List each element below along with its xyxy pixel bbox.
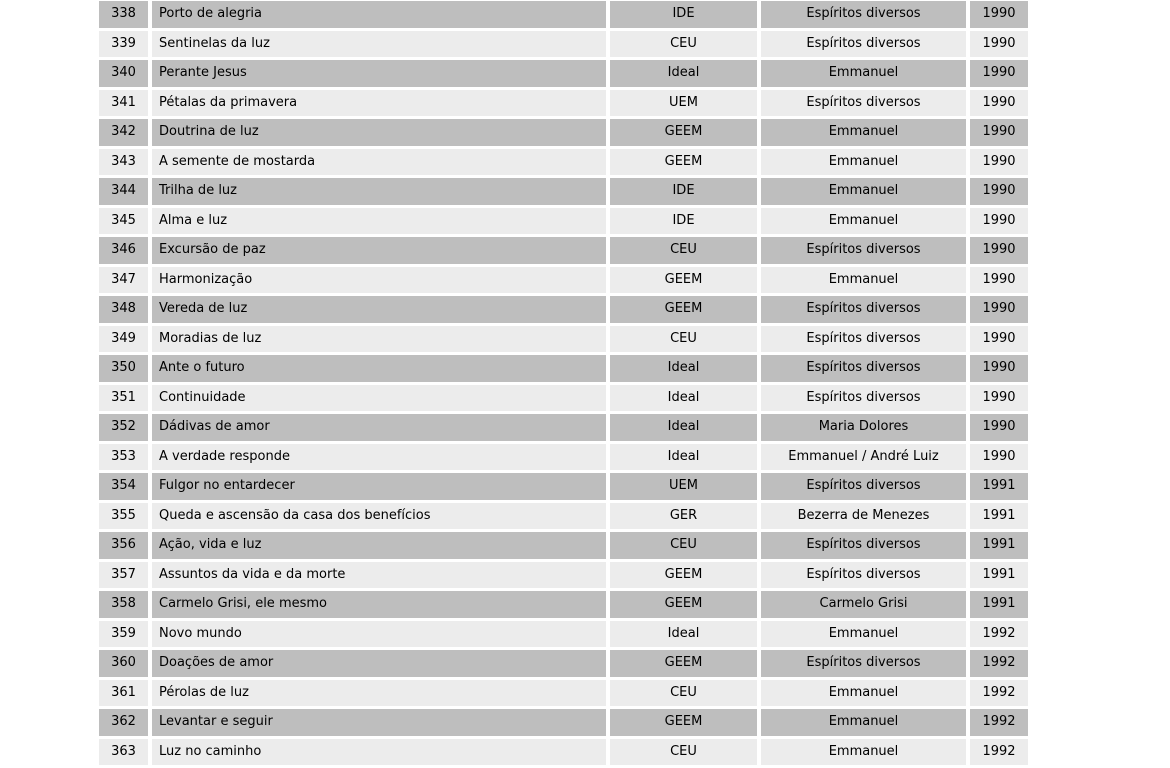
cell-year: 1991 [970,532,1028,559]
cell-publisher: CEU [610,31,757,58]
cell-number: 352 [99,414,148,441]
cell-number: 347 [99,267,148,294]
cell-publisher: GEEM [610,119,757,146]
cell-number: 349 [99,326,148,353]
cell-publisher: GEEM [610,650,757,677]
cell-year: 1990 [970,385,1028,412]
cell-title: Sentinelas da luz [152,31,606,58]
cell-year: 1990 [970,90,1028,117]
cell-author: Emmanuel [761,208,966,235]
cell-year: 1990 [970,355,1028,382]
cell-publisher: Ideal [610,385,757,412]
cell-author: Emmanuel [761,178,966,205]
cell-title: Levantar e seguir [152,709,606,736]
table-row [99,650,1028,677]
cell-publisher: UEM [610,90,757,117]
cell-publisher: CEU [610,532,757,559]
cell-author: Emmanuel [761,267,966,294]
cell-title: Carmelo Grisi, ele mesmo [152,591,606,618]
cell-number: 360 [99,650,148,677]
cell-publisher: CEU [610,739,757,766]
cell-number: 342 [99,119,148,146]
cell-author: Espíritos diversos [761,1,966,28]
cell-author: Emmanuel [761,709,966,736]
cell-year: 1992 [970,650,1028,677]
table-row [99,60,1028,87]
cell-publisher: Ideal [610,355,757,382]
cell-author: Emmanuel [761,680,966,707]
cell-title: Fulgor no entardecer [152,473,606,500]
cell-publisher: GEEM [610,709,757,736]
cell-title: A verdade responde [152,444,606,471]
cell-title: Novo mundo [152,621,606,648]
cell-author: Emmanuel [761,739,966,766]
cell-number: 356 [99,532,148,559]
cell-publisher: Ideal [610,60,757,87]
cell-year: 1990 [970,149,1028,176]
table-row [99,1,1028,28]
table-row [99,208,1028,235]
cell-author: Emmanuel [761,621,966,648]
cell-title: A semente de mostarda [152,149,606,176]
table-row [99,355,1028,382]
cell-author: Espíritos diversos [761,473,966,500]
cell-title: Pérolas de luz [152,680,606,707]
cell-year: 1990 [970,326,1028,353]
cell-number: 361 [99,680,148,707]
cell-author: Emmanuel / André Luiz [761,444,966,471]
cell-author: Espíritos diversos [761,562,966,589]
book-list-table [95,0,1032,768]
cell-author: Carmelo Grisi [761,591,966,618]
cell-title: Alma e luz [152,208,606,235]
cell-year: 1990 [970,444,1028,471]
cell-publisher: IDE [610,208,757,235]
table-row [99,414,1028,441]
cell-year: 1990 [970,296,1028,323]
cell-number: 355 [99,503,148,530]
cell-number: 354 [99,473,148,500]
cell-year: 1992 [970,621,1028,648]
cell-author: Emmanuel [761,60,966,87]
table-row [99,444,1028,471]
cell-author: Espíritos diversos [761,31,966,58]
cell-title: Pétalas da primavera [152,90,606,117]
cell-year: 1990 [970,414,1028,441]
cell-publisher: Ideal [610,414,757,441]
cell-number: 363 [99,739,148,766]
cell-year: 1992 [970,709,1028,736]
cell-title: Ação, vida e luz [152,532,606,559]
table-row [99,149,1028,176]
table-row [99,90,1028,117]
cell-author: Emmanuel [761,149,966,176]
table-row [99,532,1028,559]
cell-title: Excursão de paz [152,237,606,264]
cell-title: Ante o futuro [152,355,606,382]
table-row [99,562,1028,589]
cell-number: 362 [99,709,148,736]
table-row [99,709,1028,736]
cell-title: Continuidade [152,385,606,412]
table-row [99,680,1028,707]
cell-title: Perante Jesus [152,60,606,87]
cell-author: Espíritos diversos [761,650,966,677]
table-row [99,178,1028,205]
table-row [99,31,1028,58]
table-row [99,739,1028,766]
cell-publisher: GEEM [610,591,757,618]
cell-year: 1990 [970,119,1028,146]
cell-title: Vereda de luz [152,296,606,323]
cell-title: Dádivas de amor [152,414,606,441]
cell-number: 348 [99,296,148,323]
cell-publisher: GEEM [610,296,757,323]
table-row [99,119,1028,146]
book-list-body [99,1,1028,765]
cell-number: 359 [99,621,148,648]
cell-publisher: GEEM [610,149,757,176]
cell-year: 1990 [970,1,1028,28]
table-row [99,503,1028,530]
cell-year: 1992 [970,739,1028,766]
cell-publisher: CEU [610,326,757,353]
cell-publisher: Ideal [610,621,757,648]
table-row [99,326,1028,353]
cell-number: 341 [99,90,148,117]
table-row [99,591,1028,618]
cell-number: 350 [99,355,148,382]
cell-number: 351 [99,385,148,412]
cell-author: Espíritos diversos [761,237,966,264]
cell-year: 1990 [970,60,1028,87]
table-row [99,621,1028,648]
cell-author: Espíritos diversos [761,532,966,559]
cell-author: Espíritos diversos [761,355,966,382]
cell-number: 353 [99,444,148,471]
cell-publisher: CEU [610,680,757,707]
cell-author: Emmanuel [761,119,966,146]
cell-publisher: GER [610,503,757,530]
cell-title: Assuntos da vida e da morte [152,562,606,589]
cell-year: 1991 [970,473,1028,500]
cell-number: 358 [99,591,148,618]
cell-number: 344 [99,178,148,205]
cell-title: Doutrina de luz [152,119,606,146]
cell-number: 339 [99,31,148,58]
cell-year: 1991 [970,562,1028,589]
cell-number: 338 [99,1,148,28]
cell-year: 1990 [970,178,1028,205]
cell-title: Porto de alegria [152,1,606,28]
cell-number: 343 [99,149,148,176]
cell-year: 1991 [970,503,1028,530]
table-row [99,296,1028,323]
cell-author: Espíritos diversos [761,385,966,412]
cell-number: 357 [99,562,148,589]
cell-number: 346 [99,237,148,264]
cell-author: Espíritos diversos [761,326,966,353]
cell-title: Moradias de luz [152,326,606,353]
cell-title: Queda e ascensão da casa dos benefícios [152,503,606,530]
cell-title: Luz no caminho [152,739,606,766]
table-row [99,267,1028,294]
cell-year: 1990 [970,208,1028,235]
cell-year: 1990 [970,267,1028,294]
table-row [99,473,1028,500]
cell-title: Doações de amor [152,650,606,677]
cell-publisher: IDE [610,1,757,28]
cell-author: Espíritos diversos [761,296,966,323]
cell-publisher: UEM [610,473,757,500]
cell-title: Trilha de luz [152,178,606,205]
cell-publisher: Ideal [610,444,757,471]
cell-publisher: GEEM [610,562,757,589]
cell-publisher: CEU [610,237,757,264]
cell-year: 1991 [970,591,1028,618]
cell-publisher: GEEM [610,267,757,294]
cell-title: Harmonização [152,267,606,294]
cell-year: 1990 [970,237,1028,264]
cell-number: 345 [99,208,148,235]
table-row [99,385,1028,412]
cell-year: 1990 [970,31,1028,58]
cell-publisher: IDE [610,178,757,205]
cell-year: 1992 [970,680,1028,707]
cell-number: 340 [99,60,148,87]
cell-author: Maria Dolores [761,414,966,441]
cell-author: Espíritos diversos [761,90,966,117]
table-row [99,237,1028,264]
cell-author: Bezerra de Menezes [761,503,966,530]
